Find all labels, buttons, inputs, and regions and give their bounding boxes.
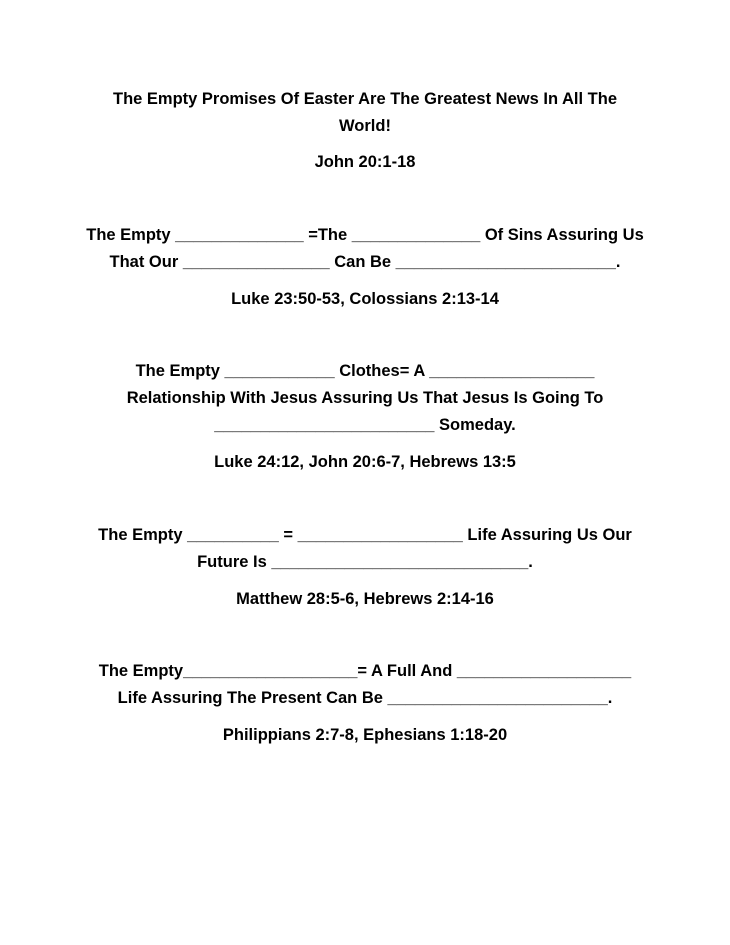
section-1-line-2: That Our ________________ Can Be ________________________. xyxy=(109,253,621,271)
section-3-line-1: The Empty __________ = __________________ Life Assuring Us Our xyxy=(98,526,632,544)
main-scripture: John 20:1-18 xyxy=(314,153,416,171)
title-line-2: World! xyxy=(339,117,391,135)
section-1-line-1: The Empty ______________ =The ______________ Of Sins Assuring Us xyxy=(86,226,644,244)
section-1-reference: Luke 23:50-53, Colossians 2:13-14 xyxy=(231,290,499,308)
section-3-reference: Matthew 28:5-6, Hebrews 2:14-16 xyxy=(236,590,494,608)
section-2-reference: Luke 24:12, John 20:6-7, Hebrews 13:5 xyxy=(214,453,516,471)
section-2-line-1: The Empty ____________ Clothes= A __________________ xyxy=(135,362,595,380)
section-4-line-1: The Empty___________________= A Full And ___________________ xyxy=(98,662,632,680)
section-2-line-3: ________________________ Someday. xyxy=(214,416,516,434)
title-line-1: The Empty Promises Of Easter Are The Greatest News In All The xyxy=(112,90,617,108)
section-4-reference: Philippians 2:7-8, Ephesians 1:18-20 xyxy=(222,726,508,744)
section-3-line-2: Future Is ____________________________. xyxy=(197,553,533,571)
section-2-line-2: Relationship With Jesus Assuring Us That Jesus Is Going To xyxy=(126,389,604,407)
section-4-line-2: Life Assuring The Present Can Be ________________________. xyxy=(117,689,613,707)
